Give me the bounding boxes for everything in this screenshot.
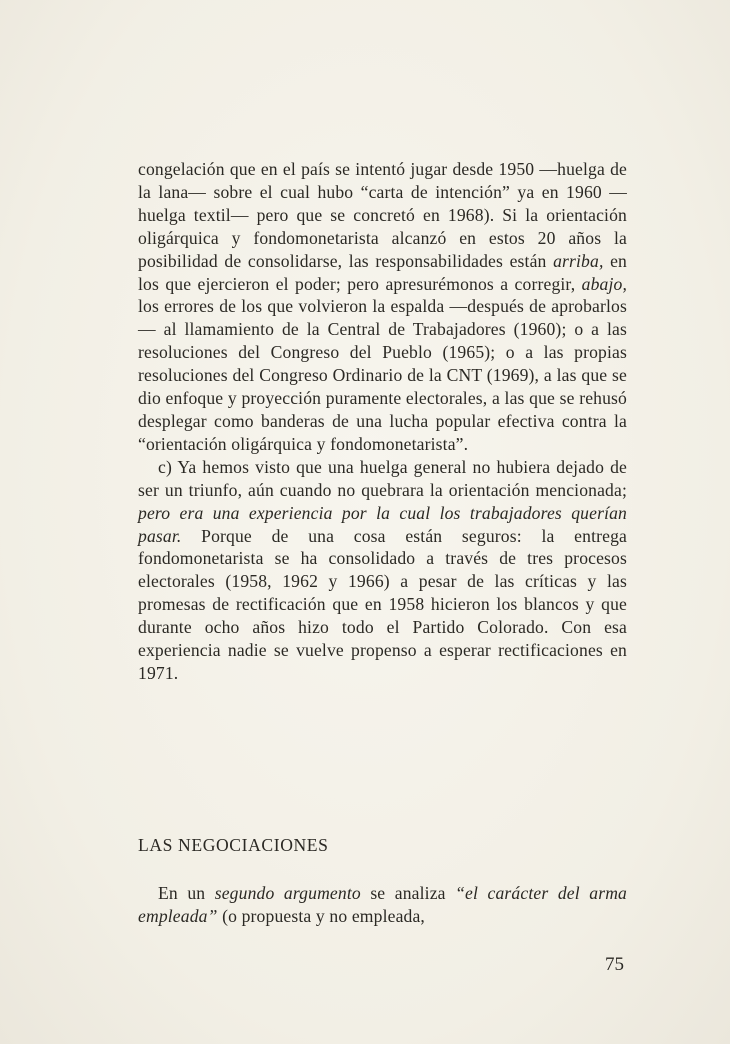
paragraph-3-text-c: (o propuesta y no empleada, xyxy=(217,905,425,926)
paragraph-3-italic-a: segundo argumento xyxy=(214,883,361,903)
paragraph-2-italic: pero era una experiencia por la cual los trabajadores querían pasar. xyxy=(138,502,627,546)
paragraph-1-text-c: los errores de los que volvieron la espalda —después de aprobarlos— al llamamiento de la Central de Trabajadores (1960); o a las resoluciones del Congreso del Pueblo (1965); o a las propias resoluciones del Congreso Ordinario de la CNT (1969), a las que se dio enfoque y proyección puramente electorales, a las que se rehusó desplegar como banderas de una lucha popular efectiva contra la “orientación oligárquica y fondomonetarista”. xyxy=(138,296,627,454)
paragraph-1 xyxy=(138,158,627,456)
section-heading: LAS NEGOCIACIONES xyxy=(138,835,329,855)
paragraph-1-text-b: en los que ejercieron el poder; pero apresurémonos a corregir, xyxy=(138,250,627,294)
paragraph-3-text-a: En un xyxy=(158,883,215,903)
body-text-top xyxy=(138,158,627,685)
paragraph-2-text-b: Porque de una cosa están seguros: la entrega fondomonetarista se ha consolidado a través de tres procesos electorales (1958, 1962 y 1966) a pesar de las críticas y las promesas de rectificación que en 1958 hicieron los blancos y que durante ocho años hizo todo el Partido Colorado. Con esa experiencia nadie se vuelve propenso a esperar rectificaciones en 1971. xyxy=(138,525,627,683)
paragraph-3-text-b: se analiza xyxy=(360,883,456,903)
paragraph-3-italic-b: “el carácter del arma empleada” xyxy=(138,883,627,926)
paragraph-2-text-a: c) Ya hemos visto que una huelga general no hubiera dejado de ser un triunfo, aún cuando no quebrara la orientación mencionada; xyxy=(138,456,627,500)
page-number: 75 xyxy=(605,954,624,975)
paragraph-2 xyxy=(138,456,627,685)
paragraph-1-text-a: congelación que en el país se intentó jugar desde 1950 —huelga de la lana— sobre el cual hubo “carta de intención” ya en 1960 —huelga textil— pero que se concretó en 1968). Si la orientación oligárquica y fondomonetarista alcanzó en estos 20 años la posibilidad de consolidarse, las responsabilidades están xyxy=(138,159,627,271)
body-text-bottom xyxy=(138,882,627,928)
paragraph-1-italic-b: abajo, xyxy=(581,273,627,294)
paragraph-3 xyxy=(138,882,627,928)
paragraph-1-italic-a: arriba, xyxy=(553,250,604,271)
